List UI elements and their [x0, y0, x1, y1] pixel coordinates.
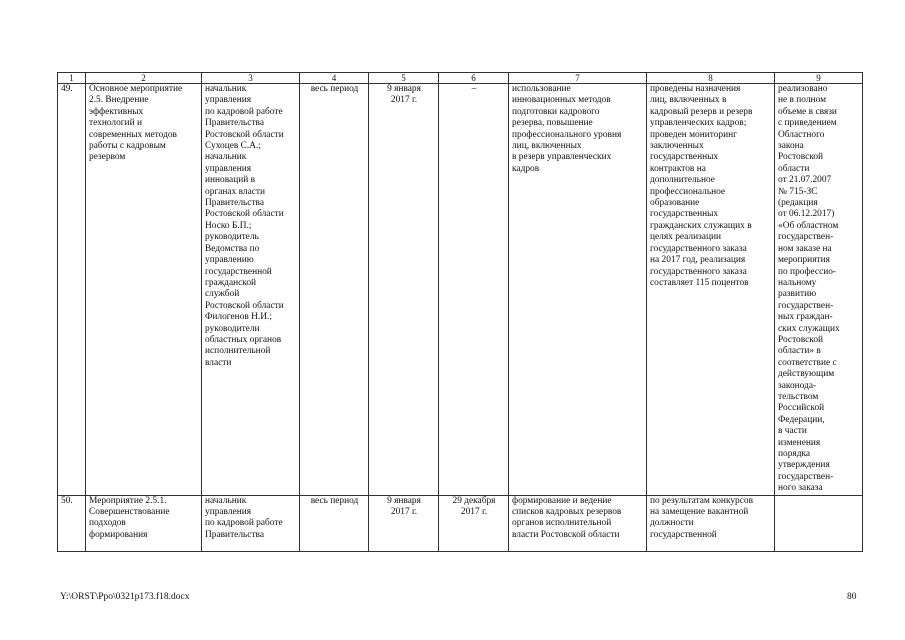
cell-line: по профессио-: [778, 266, 837, 277]
cell-line: Сухоцев С.А.;: [205, 141, 261, 152]
cell-line: законода-: [778, 380, 817, 391]
cell-line: Филогенов Н.И.;: [205, 312, 272, 323]
cell-line: государственной: [205, 266, 272, 277]
cell-line: Носко Б.П.;: [205, 220, 252, 231]
cell-line: руководитель: [205, 232, 259, 243]
cell-line: кадровый резерв и резерв: [650, 106, 753, 117]
cell-line: кадров: [512, 163, 540, 174]
cell-line: власти Ростовской области: [512, 529, 620, 540]
cell-line: руководители: [205, 323, 260, 334]
cell-line: управления: [205, 163, 252, 174]
cell-line: действующим: [778, 369, 835, 380]
cell-line: в резерв управленческих: [512, 152, 612, 163]
cell-line: областных органов: [205, 334, 282, 345]
expected-result-cell: [509, 84, 647, 496]
cell-line: тельством: [778, 391, 819, 402]
reasons-cell: [775, 84, 863, 496]
cell-line: мероприятия: [778, 255, 830, 266]
cell-line: управления: [205, 95, 252, 106]
cell-line: государственной: [650, 529, 717, 540]
cell-line: Ведомства по: [205, 243, 260, 254]
cell-line: 2017 г.: [390, 507, 418, 518]
cell-line: объеме в связи: [778, 106, 837, 117]
cell-line: с приведением: [778, 118, 837, 129]
cell-line: от 06.12.2017): [778, 209, 835, 220]
cell-line: резерва, повышение: [512, 118, 593, 129]
cell-line: проведен мониторинг: [650, 129, 737, 140]
cell-line: заключенных: [650, 141, 704, 152]
start-date-cell: [369, 84, 439, 496]
cell-line: соответствие с: [778, 357, 837, 368]
activity-cell: [86, 84, 202, 496]
cell-line: управленческих кадров;: [650, 118, 747, 129]
page-number: 80: [847, 592, 857, 602]
cell-line: образование: [650, 198, 700, 209]
col-header-4: 4: [300, 73, 369, 84]
cell-line: исполнительной: [205, 346, 271, 357]
cell-line: технологий и: [89, 118, 143, 129]
cell-line: власти: [205, 357, 232, 368]
cell-line: начальник: [205, 152, 247, 163]
cell-line: реализовано: [778, 84, 828, 94]
cell-line: ских служащих: [778, 323, 840, 334]
cell-line: Ростовской области: [205, 209, 284, 220]
cell-line: 9 января: [387, 84, 421, 94]
cell-line: Ростовской: [778, 334, 824, 345]
cell-line: 2.5. Внедрение: [89, 95, 149, 106]
cell-line: Правительства: [205, 198, 264, 209]
cell-line: Ростовской области: [205, 300, 284, 311]
cell-line: по кадровой работе: [205, 106, 283, 117]
col-header-7: 7: [509, 73, 647, 84]
cell-line: государственных: [650, 209, 719, 220]
col-header-5: 5: [369, 73, 439, 84]
cell-line: контрактов на: [650, 163, 706, 174]
cell-line: работы с кадровым: [89, 141, 166, 152]
end-date-cell: –: [439, 84, 509, 496]
cell-line: формирования: [89, 529, 148, 540]
cell-line: Основное мероприятие: [89, 84, 183, 94]
cell-line: должности: [650, 518, 694, 529]
cell-line: государствен-: [778, 300, 834, 311]
cell-line: гражданской: [205, 277, 257, 288]
cell-line: ных граждан-: [778, 312, 833, 323]
cell-line: современных методов: [89, 129, 177, 140]
cell-line: нальному: [778, 277, 817, 288]
cell-line: службой: [205, 289, 240, 300]
cell-line: не в полном: [778, 95, 827, 106]
cell-line: «Об областном: [778, 220, 839, 231]
cell-line: органов исполнительной: [512, 518, 612, 529]
cell-line: от 21.07.2007: [778, 175, 832, 186]
cell-line: порядка: [778, 449, 811, 459]
end-date-cell: [439, 495, 509, 551]
cell-line: 2017 г.: [390, 95, 418, 106]
expected-result-cell: [509, 495, 647, 551]
cell-line: эффективных: [89, 106, 144, 117]
cell-line: резервом: [89, 152, 126, 163]
cell-line: Федерации,: [778, 414, 825, 425]
cell-line: подходов: [89, 518, 126, 529]
cell-line: Ростовской области: [205, 129, 284, 140]
cell-line: дополнительное: [650, 175, 715, 186]
col-header-6: 6: [439, 73, 509, 84]
col-header-8: 8: [647, 73, 775, 84]
cell-line: списков кадровых резервов: [512, 507, 622, 518]
cell-line: 29 декабря: [452, 495, 496, 506]
col-header-9: 9: [775, 73, 863, 84]
responsible-cell: [202, 84, 300, 496]
cell-line: Правительства: [205, 118, 264, 129]
col-header-2: 2: [86, 73, 202, 84]
cell-line: лиц, включенных в: [650, 95, 727, 106]
reasons-cell: [775, 495, 863, 551]
cell-line: гражданских служащих в: [650, 220, 752, 231]
start-date-cell: [369, 495, 439, 551]
cell-line: 2017 г.: [460, 507, 488, 518]
activity-cell: [86, 495, 202, 551]
cell-line: утверждения: [778, 460, 830, 471]
cell-line: закона: [778, 141, 804, 152]
cell-line: в части: [778, 426, 807, 437]
cell-line: формирование и ведение: [512, 495, 612, 506]
report-table: [57, 72, 863, 552]
cell-line: на 2017 год, реализация: [650, 255, 746, 266]
header-row: [58, 73, 863, 84]
cell-line: целях реализации: [650, 232, 722, 243]
col-header-1: 1: [58, 73, 86, 84]
period-cell: весь период: [300, 495, 369, 551]
cell-line: по результатам конкурсов: [650, 495, 754, 506]
row-number: 50.: [58, 495, 86, 551]
cell-line: начальник: [205, 495, 247, 506]
cell-line: Областного: [778, 129, 825, 140]
row-number: 49.: [58, 84, 86, 496]
cell-line: подготовки кадрового: [512, 106, 600, 117]
cell-line: № 715-ЗС: [778, 186, 818, 197]
table-row: [58, 84, 863, 496]
table-row: [58, 495, 863, 551]
cell-line: лиц, включенных: [512, 141, 582, 152]
file-path: Y:\ORST\Ppo\0321p173.f18.docx: [60, 592, 190, 602]
cell-line: Российской: [778, 403, 825, 414]
cell-line: государственного заказа: [650, 243, 747, 254]
cell-line: составляет 115 поцентов: [650, 277, 749, 288]
cell-line: Мероприятие 2.5.1.: [89, 495, 167, 506]
cell-line: профессиональное: [650, 186, 726, 197]
cell-line: использование: [512, 84, 571, 94]
actual-result-cell: [647, 495, 775, 551]
cell-line: начальник: [205, 84, 247, 94]
cell-line: развитию: [778, 289, 817, 300]
cell-line: государствен-: [778, 232, 834, 243]
cell-line: Правительства: [205, 529, 264, 540]
cell-line: Совершенствование: [89, 507, 170, 518]
cell-line: ном заказе на: [778, 243, 832, 254]
cell-line: области: [778, 163, 810, 174]
responsible-cell: [202, 495, 300, 551]
cell-line: ного заказа: [778, 483, 823, 494]
col-header-3: 3: [202, 73, 300, 84]
cell-line: 9 января: [387, 495, 421, 506]
cell-line: инноваций в: [205, 175, 256, 186]
cell-line: инновационных методов: [512, 95, 611, 106]
period-cell: весь период: [300, 84, 369, 496]
cell-line: государственного заказа: [650, 266, 747, 277]
cell-line: Ростовской: [778, 152, 824, 163]
cell-line: (редакция: [778, 198, 818, 209]
cell-line: проведены назначения: [650, 84, 741, 94]
cell-line: управлению: [205, 255, 254, 266]
actual-result-cell: [647, 84, 775, 496]
cell-line: государственных: [650, 152, 719, 163]
cell-line: по кадровой работе: [205, 518, 283, 529]
cell-line: государствен-: [778, 471, 834, 482]
cell-line: на замещение вакантной: [650, 507, 749, 518]
cell-line: профессионального уровня: [512, 129, 622, 140]
cell-line: органах власти: [205, 186, 266, 197]
cell-line: области» в: [778, 346, 821, 357]
cell-line: управления: [205, 507, 252, 518]
cell-line: изменения: [778, 437, 821, 448]
